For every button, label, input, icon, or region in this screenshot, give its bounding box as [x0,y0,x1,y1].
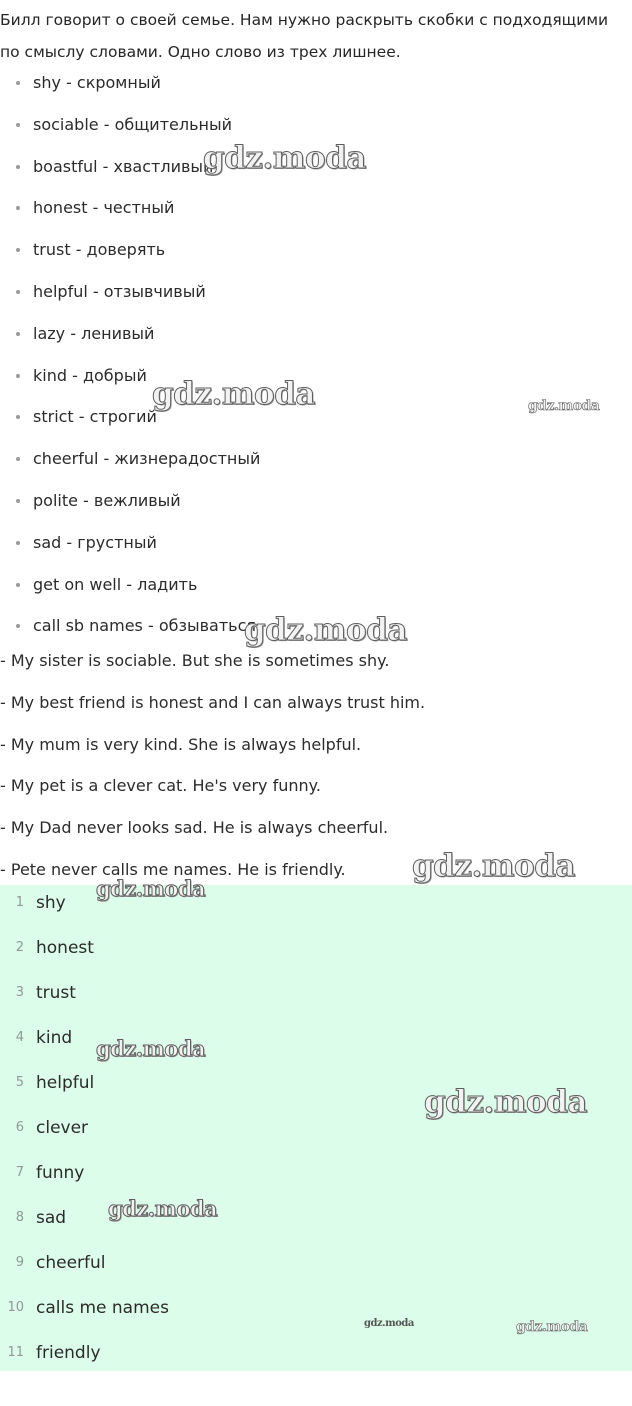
answer-number: 11 [7,1345,24,1360]
watermark: gdz.moda [516,1319,588,1335]
answer-word: helpful [36,1073,95,1093]
vocab-item: sad - грустный [0,522,260,564]
vocab-item: sociable - общительный [0,104,260,146]
vocab-item: strict - строгий [0,396,260,438]
answer-number: 8 [15,1210,24,1225]
task-description: Билл говорит о своей семье. Нам нужно раскрыть скобки с подходящими по смыслу словами. Одно слово из трех лишнее. [0,11,609,61]
vocab-item: call sb names - обзываться [0,605,260,647]
answer-number: 9 [15,1255,24,1270]
watermark: gdz.moda [528,398,600,414]
watermark: gdz.moda [424,1084,587,1120]
vocab-item: trust - доверять [0,229,260,271]
vocab-item: get on well - ладить [0,564,260,606]
watermark: gdz.moda [364,1318,414,1329]
answer-list [0,885,632,1380]
answer-number: 10 [7,1300,24,1315]
answer-number: 4 [15,1030,24,1045]
sentence: - My pet is a clever cat. He's very funny. [0,776,321,796]
sentence: - My Dad never looks sad. He is always cheerful. [0,818,389,838]
example-sentences [0,640,425,891]
vocab-item: helpful - отзывчивый [0,271,260,313]
answer-word: clever [36,1118,89,1138]
answer-number: 1 [15,895,24,910]
answer-item [0,885,632,930]
vocab-item: shy - скромный [0,62,260,104]
watermark: gdz.moda [96,876,206,901]
vocab-item: kind - добрый [0,355,260,397]
sentence: - Pete never calls me names. He is friendly. [0,859,346,879]
answer-word: shy [36,893,66,913]
answer-number: 3 [15,985,24,1000]
answer-item [0,1200,632,1245]
answer-item [0,1155,632,1200]
answer-word: calls me names [36,1298,169,1318]
answer-number: 2 [15,940,24,955]
answer-number: 7 [15,1165,24,1180]
vocab-item: boastful - хвастливый [0,146,260,188]
answer-item [0,1245,632,1290]
vocab-item: polite - вежливый [0,480,260,522]
answer-word: funny [36,1163,85,1183]
answer-number: 5 [15,1075,24,1090]
answer-item [0,930,632,975]
answer-item [0,1335,632,1380]
answer-word: cheerful [36,1253,106,1273]
sentence: - My best friend is honest and I can always trust him. [0,692,426,712]
watermark: gdz.moda [244,612,407,648]
answer-word: sad [36,1208,67,1228]
answer-word: honest [36,938,94,958]
answer-word: trust [36,983,76,1003]
answer-item [0,975,632,1020]
vocab-item: lazy - ленивый [0,313,260,355]
vocab-item: honest - честный [0,187,260,229]
watermark: gdz.moda [412,848,575,884]
watermark: gdz.moda [203,140,366,176]
answer-word: kind [36,1028,73,1048]
watermark: gdz.moda [152,376,315,412]
sentence: - My mum is very kind. She is always helpful. [0,734,362,754]
answer-block [0,885,632,1371]
sentence: - My sister is sociable. But she is sometimes shy. [0,651,390,670]
watermark: gdz.moda [96,1036,206,1061]
answer-word: friendly [36,1343,101,1363]
answer-number: 6 [15,1120,24,1135]
answer-item [0,1020,632,1065]
vocab-item: cheerful - жизнерадостный [0,438,260,480]
watermark: gdz.moda [108,1196,218,1221]
